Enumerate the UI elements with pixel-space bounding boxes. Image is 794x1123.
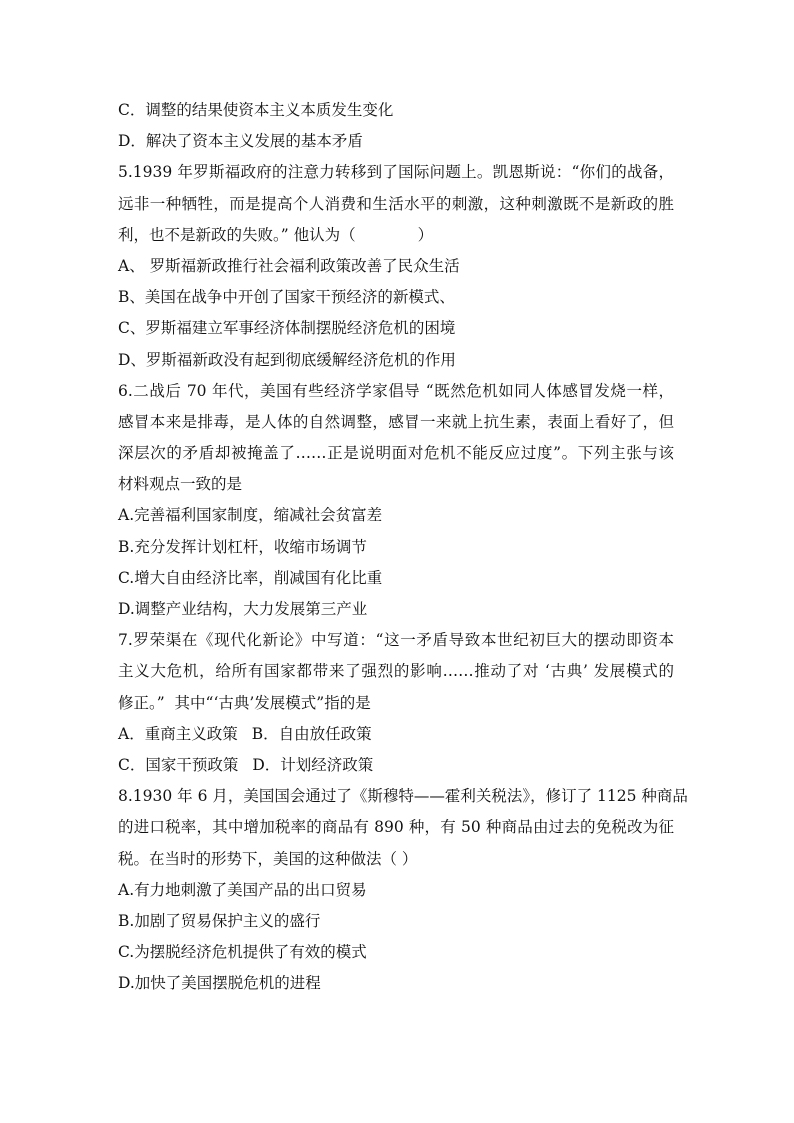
option-c: C．调整的结果使资本主义本质发生变化 [118, 101, 394, 119]
option-row [118, 750, 674, 781]
question-stem-line: 的进口税率，其中增加税率的商品有 890 种，有 50 种商品由过去的免税改为征 [118, 818, 674, 837]
option-d: D．解决了资本主义发展的基本矛盾 [118, 132, 363, 151]
option-a: A.有力地刺激了美国产品的出口贸易 [118, 880, 367, 899]
option-a: A.完善福利国家制度，缩减社会贫富差 [118, 506, 383, 525]
document-body [118, 95, 688, 999]
question-5 [118, 157, 674, 375]
option-b: B.加剧了贸易保护主义的盛行 [118, 911, 321, 930]
question-stem-line: 感冒本来是排毒，是人体的自然调整，感冒一来就上抗生素，表面上看好了，但 [118, 412, 674, 431]
question-stem-line: 8.1930 年 6 月，美国国会通过了《斯穆特——霍利关税法》，修订了 1125 种商品 [118, 787, 688, 806]
question-stem-line: 6.二战后 70 年代，美国有些经济学家倡导 “既然危机如同人体感冒发烧一样， [118, 381, 674, 400]
option-c: C.为摆脱经济危机提供了有效的模式 [118, 943, 367, 962]
option-a: A、 罗斯福新政推行社会福利政策改善了民众生活 [118, 256, 460, 275]
option-b: B．自由放任政策 [251, 724, 372, 743]
option-c: C．国家干预政策 [118, 755, 239, 774]
option-d: D、罗斯福新政没有起到彻底缓解经济危机的作用 [118, 350, 456, 369]
question-stem-line: 税。在当时的形势下，美国的这种做法（ ） [118, 849, 418, 868]
option-b: B.充分发挥计划杠杆，收缩市场调节 [118, 537, 367, 556]
question-stem-line: 深层次的矛盾却被掩盖了……正是说明面对危机不能反应过度”。下列主张与该 [118, 444, 674, 463]
option-a: A．重商主义政策 [118, 724, 238, 743]
question-7 [118, 625, 674, 781]
question-stem-line: 5.1939 年罗斯福政府的注意力转移到了国际问题上。凯恩斯说：“你们的战备， [118, 163, 674, 182]
option-c: C.增大自由经济比率，削减国有化比重 [118, 568, 383, 587]
question-stem-line: 远非一种牺牲，而是提高个人消费和生活水平的刺激，这种刺激既不是新政的胜 [118, 194, 674, 213]
question-8 [118, 781, 688, 999]
question-6 [118, 376, 674, 626]
option-c: C、罗斯福建立军事经济体制摆脱经济危机的困境 [118, 319, 456, 338]
question-stem-line: 材料观点一致的是 [118, 475, 243, 494]
option-row [118, 719, 674, 750]
question-stem-line: 7.罗荣渠在《现代化新论》中写道：“这一矛盾导致本世纪初巨大的摆动即资本 [118, 631, 674, 650]
option-b: B、美国在战争中开创了国家干预经济的新模式、 [118, 288, 455, 307]
option-d: D.调整产业结构，大力发展第三产业 [118, 600, 368, 618]
question-stem-line: 修正。” 其中“‘古典’发展模式”指的是 [118, 693, 371, 712]
question-4 [118, 95, 674, 157]
option-d: D．计划经济政策 [252, 755, 374, 774]
question-stem-line: 主义大危机，给所有国家都带来了强烈的影响……推动了对 ‘古典’ 发展模式的 [118, 662, 674, 681]
option-d: D.加快了美国摆脱危机的进程 [118, 974, 321, 993]
question-stem-line: 利，也不是新政的失败。” 他认为（ ） [118, 225, 434, 244]
